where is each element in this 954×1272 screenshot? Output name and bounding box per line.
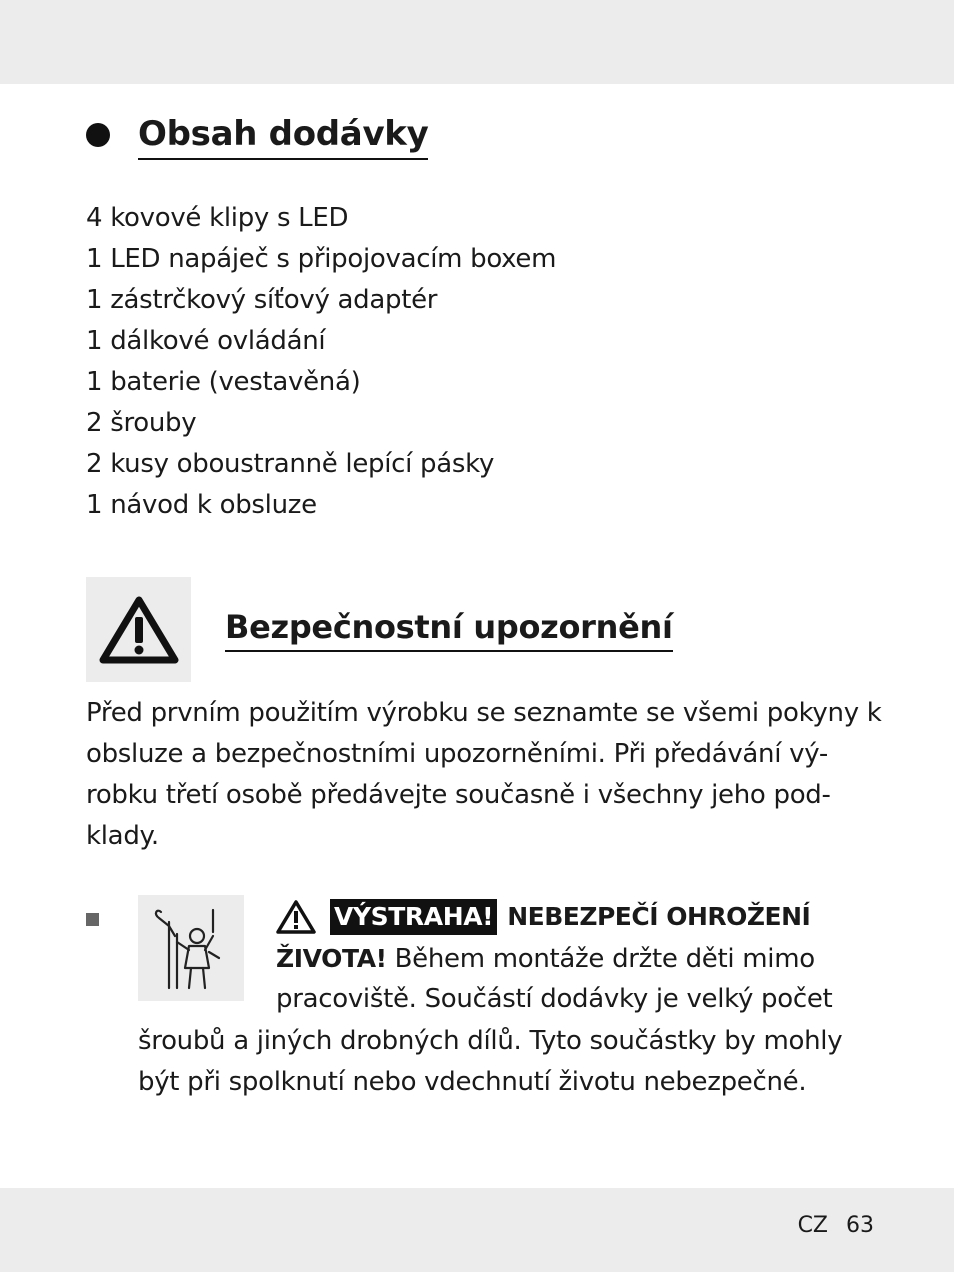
warning-triangle-small-icon bbox=[276, 900, 316, 934]
child-hazard-box bbox=[138, 895, 244, 1001]
warning-text-line: šroubů a jiných drobných dílů. Tyto součástky by mohly bbox=[138, 1026, 843, 1056]
section-heading-contents bbox=[86, 110, 428, 160]
warning-text-line: být při spolknutí nebo vdechnutí životu nebezpečné. bbox=[138, 1067, 807, 1097]
warning-badge: VÝSTRAHA! bbox=[330, 899, 497, 935]
paragraph-line: robku třetí osobě předávejte současně i všechny jeho pod- bbox=[86, 780, 831, 810]
contents-list bbox=[86, 198, 556, 526]
list-item: 4 kovové klipy s LED bbox=[86, 203, 349, 233]
list-item: 2 šrouby bbox=[86, 408, 197, 438]
warning-triangle-icon bbox=[99, 595, 179, 665]
page-number: 63 bbox=[846, 1213, 874, 1238]
danger-label-cont: ŽIVOTA! bbox=[276, 944, 387, 973]
list-item: 1 baterie (vestavěná) bbox=[86, 367, 361, 397]
warning-text: Během montáže držte děti mimo bbox=[386, 944, 815, 974]
paragraph-line: klady. bbox=[86, 821, 159, 851]
list-item: 1 návod k obsluze bbox=[86, 490, 317, 520]
warning-heading-line bbox=[276, 896, 810, 937]
list-item: 2 kusy oboustranně lepící pásky bbox=[86, 449, 495, 479]
safety-heading: Bezpečnostní upozornění bbox=[225, 604, 673, 652]
warning-text-line bbox=[276, 938, 815, 979]
square-bullet-icon bbox=[86, 913, 99, 926]
list-item: 1 dálkové ovládání bbox=[86, 326, 326, 356]
bullet-dot-icon bbox=[86, 123, 110, 147]
paragraph-line: obsluze a bezpečnostními upozorněními. Při předávání vý- bbox=[86, 739, 828, 769]
child-hazard-icon bbox=[153, 906, 229, 990]
section-title: Obsah dodávky bbox=[138, 110, 428, 160]
page-footer bbox=[798, 1208, 874, 1244]
header-band bbox=[0, 0, 954, 84]
warning-text-line: pracoviště. Součástí dodávky je velký počet bbox=[276, 984, 833, 1014]
danger-label: NEBEZPEČÍ OHROŽENÍ bbox=[507, 902, 811, 931]
list-item: 1 zástrčkový síťový adaptér bbox=[86, 285, 438, 315]
safety-paragraph bbox=[86, 693, 886, 857]
warning-icon-box bbox=[86, 577, 191, 682]
language-code: CZ bbox=[797, 1213, 828, 1238]
paragraph-line: Před prvním použitím výrobku se seznamte se všemi pokyny k bbox=[86, 698, 882, 728]
list-item: 1 LED napáječ s připojovacím boxem bbox=[86, 244, 557, 274]
